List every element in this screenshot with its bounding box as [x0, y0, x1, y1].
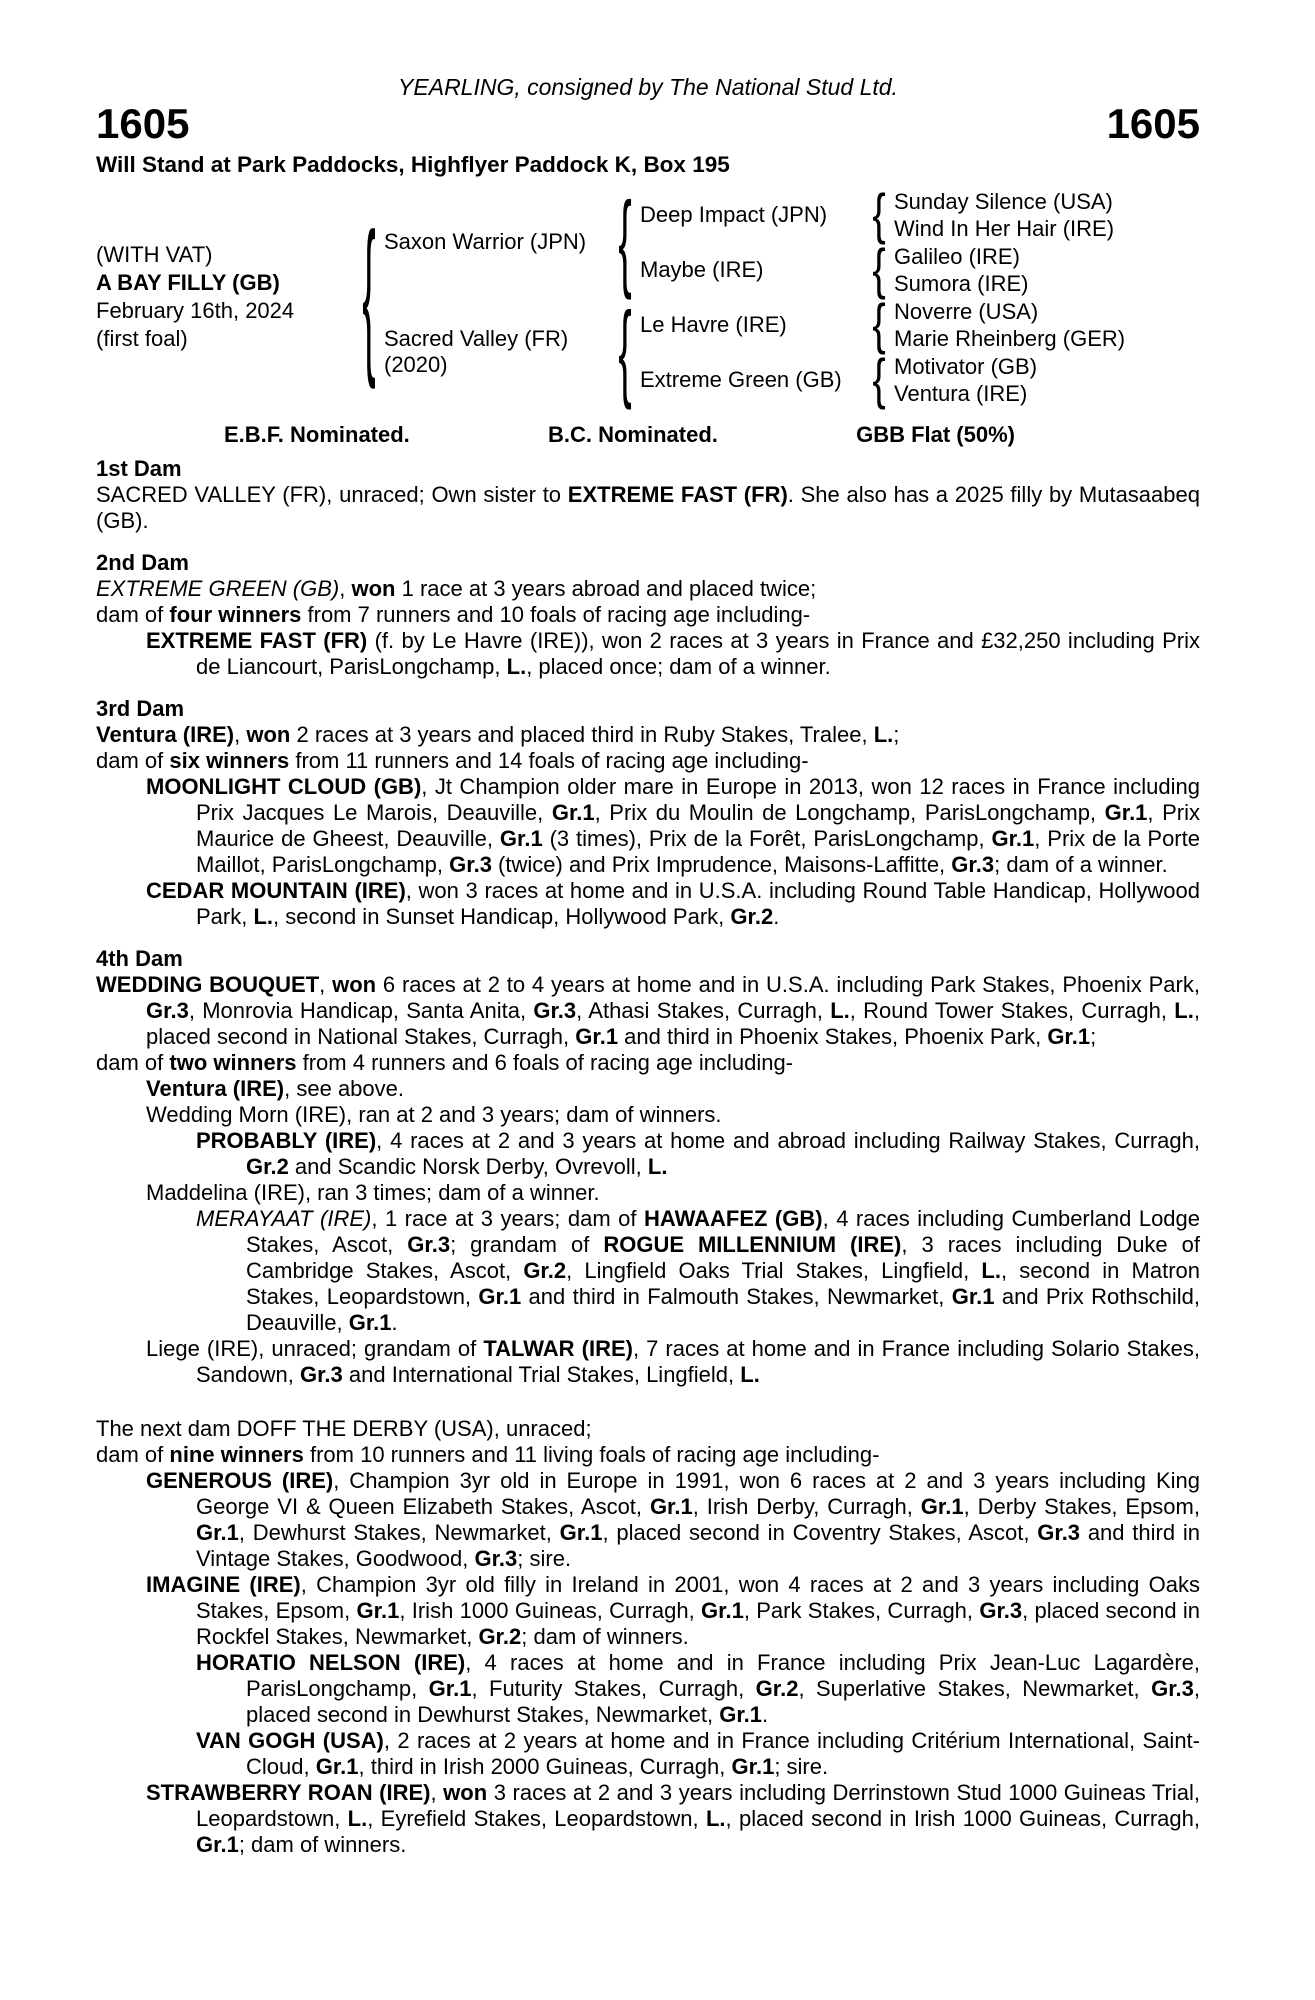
- lot-number-row: [96, 100, 1200, 148]
- text-run: Gr.1: [731, 1754, 775, 1779]
- text-run: GENEROUS (IRE): [146, 1468, 334, 1493]
- sire-branch: [384, 182, 1166, 302]
- dam-brace: [610, 292, 640, 412]
- text-run: .: [391, 1310, 398, 1335]
- dam-dam-sire-name: Motivator (GB): [894, 353, 1038, 379]
- text-run: , placed second in Coventry Stakes, Ascot,: [602, 1520, 1038, 1545]
- dam-heading: 2nd Dam: [96, 550, 189, 575]
- text-run: , Futurity Stakes, Curragh,: [471, 1676, 756, 1701]
- text-run: ;: [1090, 1024, 1097, 1049]
- text-run: IMAGINE (IRE): [146, 1572, 301, 1597]
- text-run: L.: [1174, 998, 1194, 1023]
- text-run: four winners: [169, 602, 302, 627]
- text-run: dam of: [96, 1442, 170, 1467]
- text-run: L.: [506, 654, 527, 679]
- sire-sire-branch: [640, 183, 1166, 246]
- text-run: two winners: [169, 1050, 297, 1075]
- text-run: (twice) and Prix Imprudence, Maisons-Laffitte,: [491, 852, 952, 877]
- dam-heading: 1st Dam: [96, 456, 182, 481]
- text-run: , Monrovia Handicap, Santa Anita,: [188, 998, 534, 1023]
- text-run: 3 races at 2 and 3 years including Derrinstown Stud 1000 Guineas Trial, Leopardstown,: [196, 1780, 1200, 1831]
- text-run: Gr.1: [701, 1598, 744, 1623]
- dam-dam-branch: [640, 348, 1166, 411]
- text-run: PROBABLY (IRE): [196, 1128, 377, 1153]
- pedigree-tree: [96, 182, 1200, 412]
- text-run: and third in Falmouth Stakes, Newmarket,: [521, 1284, 952, 1309]
- text-run: L.: [740, 1362, 760, 1387]
- text-run: 6 races at 2 to 4 years at home and in U.S.A. including Park Stakes, Phoenix Park,: [376, 972, 1200, 997]
- text-run: Gr.1: [951, 1284, 995, 1309]
- text-run: CEDAR MOUNTAIN (IRE): [146, 878, 406, 903]
- brace-glyph: {: [872, 348, 886, 411]
- text-run: , 1 race at 3 years; dam of: [371, 1206, 645, 1231]
- text-run: Maddelina (IRE), ran 3 times; dam of a winner.: [146, 1180, 600, 1205]
- sire-dam-sire-name: Galileo (IRE): [894, 243, 1020, 269]
- text-run: Gr.2: [478, 1624, 522, 1649]
- dam-year: (2020): [384, 352, 448, 377]
- text-run: , Prix Maurice de Gheest, Deauville,: [196, 800, 1200, 851]
- pedigree-paragraph: [96, 972, 1200, 1050]
- text-run: Gr.3: [449, 852, 492, 877]
- text-run: ,: [234, 722, 247, 747]
- great-grandparents: [894, 188, 1166, 242]
- text-run: Gr.3: [533, 998, 577, 1023]
- text-run: L.: [347, 1806, 368, 1831]
- lot-number-left: 1605: [96, 100, 190, 147]
- pedigree-paragraph: [96, 628, 1200, 680]
- text-run: VAN GOGH (USA): [196, 1728, 384, 1753]
- text-run: L.: [647, 1154, 668, 1179]
- text-run: ;: [893, 722, 900, 747]
- great-grandparents: [894, 243, 1166, 297]
- bc-nomination: B.C. Nominated.: [547, 422, 718, 447]
- text-run: SACRED VALLEY (FR), unraced; Own sister to: [96, 482, 568, 507]
- text-run: Gr.1: [196, 1520, 239, 1545]
- text-run: ; dam of winners.: [238, 1832, 407, 1857]
- pedigree-paragraph: [96, 1468, 1200, 1572]
- dam-dam-name: Extreme Green (GB): [640, 366, 842, 392]
- pedigree-paragraph: [96, 748, 1200, 774]
- text-run: dam of: [96, 748, 170, 773]
- text-run: , placed second in Irish 1000 Guineas, Curragh,: [725, 1806, 1200, 1831]
- text-run: , 2 races at 2 years at home and in France including Critérium International, Saint-Cloud,: [246, 1728, 1200, 1779]
- text-run: ; sire.: [774, 1754, 829, 1779]
- sire-sire-dam-name: Wind In Her Hair (IRE): [894, 215, 1115, 241]
- text-run: and third in Vintage Stakes, Goodwood,: [196, 1520, 1200, 1571]
- text-run: , Jt Champion older mare in Europe in 2013, won 12 races in France including Prix Jacques Le Marois, Deauville,: [196, 774, 1200, 825]
- dam-sire-brace: [864, 293, 894, 356]
- text-run: TALWAR (IRE): [483, 1336, 633, 1361]
- text-run: ; grandam of: [450, 1232, 604, 1257]
- sire-sire-sire-name: Sunday Silence (USA): [894, 188, 1113, 214]
- text-run: Gr.1: [551, 800, 595, 825]
- text-run: Gr.1: [920, 1494, 964, 1519]
- text-run: MOONLIGHT CLOUD (GB): [146, 774, 422, 799]
- text-run: ,: [339, 576, 352, 601]
- text-run: , Lingfield Oaks Trial Stakes, Lingfield,: [566, 1258, 982, 1283]
- text-run: WEDDING BOUQUET: [96, 972, 320, 997]
- pedigree-paragraph: [96, 1416, 1200, 1442]
- dam-sire-dam-name: Marie Rheinberg (GER): [894, 325, 1126, 351]
- section-gap: [96, 930, 1200, 946]
- text-run: EXTREME FAST (FR): [146, 628, 368, 653]
- text-run: ; dam of a winner.: [994, 852, 1168, 877]
- text-run: , Irish 1000 Guineas, Curragh,: [399, 1598, 702, 1623]
- text-run: , Round Tower Stakes, Curragh,: [849, 998, 1175, 1023]
- foal-note: (first foal): [96, 326, 188, 351]
- foal-dob: February 16th, 2024: [96, 298, 295, 323]
- text-run: L.: [981, 1258, 1001, 1283]
- text-run: ; sire.: [517, 1546, 572, 1571]
- sire-sire-brace: [864, 183, 894, 246]
- text-run: Gr.3: [1037, 1520, 1081, 1545]
- text-run: ROGUE MILLENNIUM (IRE): [603, 1232, 902, 1257]
- text-run: EXTREME GREEN (GB): [96, 576, 340, 601]
- brace-glyph: {: [618, 292, 632, 412]
- pedigree-paragraph: [96, 602, 1200, 628]
- pedigree-paragraph: [96, 1336, 1200, 1388]
- text-run: , 4 races at home and in France including Prix Jean-Luc Lagardère, ParisLongchamp,: [246, 1650, 1201, 1701]
- text-run: Gr.3: [951, 852, 995, 877]
- text-run: Gr.1: [559, 1520, 603, 1545]
- text-run: , placed second in Dewhurst Stakes, Newmarket,: [246, 1676, 1201, 1727]
- text-run: , 7 races at home and in France including Solario Stakes, Sandown,: [196, 1336, 1200, 1387]
- pedigree-paragraph: [96, 1180, 1200, 1206]
- text-run: Wedding Morn (IRE), ran at 2 and 3 years; dam of winners.: [146, 1102, 722, 1127]
- pedigree-paragraph: [96, 1442, 1200, 1468]
- text-run: STRAWBERRY ROAN (IRE): [146, 1780, 431, 1805]
- great-grandparents: [894, 298, 1166, 352]
- text-run: dam of: [96, 602, 170, 627]
- text-run: Gr.3: [1151, 1676, 1194, 1701]
- pedigree-paragraph: [96, 878, 1200, 930]
- text-run: and International Trial Stakes, Lingfield,: [342, 1362, 741, 1387]
- text-run: Gr.1: [348, 1310, 392, 1335]
- pedigree-paragraph: [96, 1206, 1200, 1336]
- text-run: Gr.2: [755, 1676, 799, 1701]
- pedigree-paragraph: [96, 576, 1200, 602]
- dam-sire-sire-name: Noverre (USA): [894, 298, 1039, 324]
- text-run: Gr.1: [478, 1284, 522, 1309]
- text-run: , Prix de la Porte Maillot, ParisLongchamp,: [196, 826, 1200, 877]
- pedigree-paragraph: [96, 1728, 1200, 1780]
- text-run: , placed once; dam of a winner.: [526, 654, 831, 679]
- text-run: from 7 runners and 10 foals of racing age including-: [301, 602, 811, 627]
- text-run: Gr.1: [649, 1494, 693, 1519]
- text-run: , Derby Stakes, Epsom,: [963, 1494, 1200, 1519]
- text-run: ,: [430, 1780, 444, 1805]
- text-run: won: [443, 1780, 488, 1805]
- sire-brace: [610, 182, 640, 302]
- sire-grandparents-column: [640, 183, 1166, 301]
- text-run: Gr.3: [474, 1546, 518, 1571]
- text-run: from 11 runners and 14 foals of racing age including-: [289, 748, 809, 773]
- text-run: . She also has a 2025 filly by Mutasaabeq (GB).: [96, 482, 1200, 533]
- section-gap: [96, 1388, 1200, 1416]
- text-run: , second in Sunset Handicap, Hollywood Park,: [273, 904, 731, 929]
- text-run: Gr.1: [315, 1754, 359, 1779]
- pedigree-paragraph: [96, 774, 1200, 878]
- main-brace: [354, 202, 384, 392]
- consignor-line: YEARLING, consigned by The National Stud Ltd.: [398, 74, 898, 100]
- text-run: Ventura (IRE): [96, 722, 235, 747]
- text-run: L.: [253, 904, 274, 929]
- text-run: from 10 runners and 11 living foals of racing age including-: [303, 1442, 880, 1467]
- text-run: , second in Matron Stakes, Leopardstown,: [246, 1258, 1201, 1309]
- text-run: Gr.1: [1047, 1024, 1091, 1049]
- text-run: won: [351, 576, 396, 601]
- stand-location: Will Stand at Park Paddocks, Highflyer Paddock K, Box 195: [96, 152, 730, 177]
- text-run: , see above.: [284, 1076, 405, 1101]
- dam-heading: 3rd Dam: [96, 696, 185, 721]
- text-run: , Athasi Stakes, Curragh,: [576, 998, 831, 1023]
- text-run: Gr.3: [407, 1232, 451, 1257]
- foal-vat-note: (WITH VAT): [96, 242, 213, 267]
- text-run: The next dam DOFF THE DERBY (USA), unraced;: [96, 1416, 592, 1441]
- text-run: , Champion 3yr old filly in Ireland in 2001, won 4 races at 2 and 3 years including Oaks Stakes, Epsom,: [196, 1572, 1200, 1623]
- dam-dam-brace: [864, 348, 894, 411]
- ebf-nomination: E.B.F. Nominated.: [224, 422, 410, 447]
- text-run: Gr.1: [719, 1702, 763, 1727]
- dam-branch: [384, 292, 1166, 412]
- pedigree-paragraph: [96, 1780, 1200, 1858]
- text-run: Gr.1: [196, 1832, 239, 1857]
- pedigree-paragraph: [96, 1128, 1200, 1180]
- sire-sire-name: Deep Impact (JPN): [640, 201, 828, 227]
- text-run: HORATIO NELSON (IRE): [196, 1650, 466, 1675]
- text-run: HAWAAFEZ (GB): [644, 1206, 823, 1231]
- text-run: Gr.2: [523, 1258, 567, 1283]
- text-run: Gr.1: [428, 1676, 472, 1701]
- sire-dam-brace: [864, 238, 894, 301]
- text-run: Gr.1: [575, 1024, 619, 1049]
- text-run: ,: [319, 972, 333, 997]
- text-run: nine winners: [169, 1442, 304, 1467]
- nominations-row: [224, 422, 1015, 448]
- dam-dam-dam-name: Ventura (IRE): [894, 380, 1028, 406]
- text-run: Gr.2: [246, 1154, 289, 1179]
- brace-glyph: {: [872, 238, 886, 301]
- text-run: .: [762, 1702, 769, 1727]
- text-run: Gr.3: [146, 998, 189, 1023]
- dam-name-block: [384, 326, 610, 378]
- text-run: (3 times), Prix de la Forêt, ParisLongchamp,: [542, 826, 992, 851]
- text-run: and third in Phoenix Stakes, Phoenix Park,: [618, 1024, 1048, 1049]
- text-run: L.: [830, 998, 850, 1023]
- dam-sire-name: Le Havre (IRE): [640, 311, 787, 337]
- text-run: six winners: [169, 748, 290, 773]
- text-run: won: [332, 972, 377, 997]
- text-run: Gr.1: [991, 826, 1035, 851]
- pedigree-paragraph: [96, 482, 1200, 534]
- text-run: Gr.1: [356, 1598, 400, 1623]
- text-run: from 4 runners and 6 foals of racing age including-: [296, 1050, 794, 1075]
- sire-dam-dam-name: Sumora (IRE): [894, 270, 1029, 296]
- text-run: , placed second in National Stakes, Curragh,: [146, 998, 1200, 1049]
- text-run: Liege (IRE), unraced; grandam of: [146, 1336, 484, 1361]
- text-run: , Prix du Moulin de Longchamp, ParisLongchamp,: [594, 800, 1105, 825]
- text-run: (f. by Le Havre (IRE)), won 2 races at 3 years in France and £32,250 including Prix de Liancourt, ParisLongchamp,: [196, 628, 1201, 679]
- foal-name: A BAY FILLY (GB): [96, 270, 280, 295]
- text-run: Gr.1: [499, 826, 543, 851]
- dam-heading: 4th Dam: [96, 946, 183, 971]
- text-run: .: [773, 904, 780, 929]
- pedigree-paragraph: [96, 1076, 1200, 1102]
- text-run: and Prix Rothschild, Deauville,: [246, 1284, 1200, 1335]
- brace-glyph: {: [872, 293, 886, 356]
- dam-grandparents-column: [640, 293, 1166, 411]
- text-run: won: [246, 722, 291, 747]
- parents-column: [384, 182, 1166, 412]
- section-gap: [96, 680, 1200, 696]
- text-run: L.: [705, 1806, 726, 1831]
- dam-name: Sacred Valley (FR): [384, 326, 569, 351]
- text-run: , Champion 3yr old in Europe in 1991, won 6 races at 2 and 3 years including King George VI & Queen Elizabeth Stakes, Ascot,: [196, 1468, 1200, 1519]
- text-run: dam of: [96, 1050, 170, 1075]
- text-run: , placed second in Rockfel Stakes, Newmarket,: [196, 1598, 1201, 1649]
- brace-glyph: {: [618, 182, 632, 302]
- text-run: Gr.3: [979, 1598, 1023, 1623]
- text-run: Ventura (IRE): [146, 1076, 285, 1101]
- text-run: , Irish Derby, Curragh,: [692, 1494, 921, 1519]
- text-run: , Dewhurst Stakes, Newmarket,: [238, 1520, 560, 1545]
- text-run: , Superlative Stakes, Newmarket,: [798, 1676, 1152, 1701]
- brace-glyph: {: [872, 183, 886, 246]
- text-run: , third in Irish 2000 Guineas, Curragh,: [358, 1754, 732, 1779]
- lot-number-right: 1605: [1106, 100, 1200, 147]
- text-run: 1 race at 3 years abroad and placed twice;: [395, 576, 817, 601]
- text-run: , Eyrefield Stakes, Leopardstown,: [367, 1806, 706, 1831]
- text-run: Gr.2: [730, 904, 774, 929]
- pedigree-paragraph: [96, 1572, 1200, 1650]
- pedigree-paragraph: [96, 1102, 1200, 1128]
- section-gap: [96, 534, 1200, 550]
- text-run: , 4 races at 2 and 3 years at home and abroad including Railway Stakes, Curragh,: [376, 1128, 1200, 1153]
- text-run: and Scandic Norsk Derby, Ovrevoll,: [288, 1154, 648, 1179]
- pedigree-paragraph: [96, 1650, 1200, 1728]
- great-grandparents: [894, 353, 1166, 407]
- text-run: , Park Stakes, Curragh,: [743, 1598, 980, 1623]
- brace-glyph: {: [362, 202, 376, 392]
- sire-dam-branch: [640, 238, 1166, 301]
- text-run: Gr.3: [299, 1362, 343, 1387]
- text-run: , won 3 races at home and in U.S.A. including Round Table Handicap, Hollywood Park,: [196, 878, 1201, 929]
- text-run: Gr.1: [1104, 800, 1148, 825]
- text-run: MERAYAAT (IRE): [196, 1206, 372, 1231]
- gbb-flat-badge: GBB Flat (50%): [856, 422, 1015, 447]
- sire-name: Saxon Warrior (JPN): [384, 229, 587, 254]
- text-run: , 3 races including Duke of Cambridge Stakes, Ascot,: [246, 1232, 1200, 1283]
- sire-dam-name: Maybe (IRE): [640, 256, 764, 282]
- text-run: , 4 races including Cumberland Lodge Stakes, Ascot,: [246, 1206, 1201, 1257]
- text-run: EXTREME FAST (FR): [567, 482, 788, 507]
- text-run: ; dam of winners.: [521, 1624, 689, 1649]
- pedigree-paragraph: [96, 722, 1200, 748]
- dam-sire-branch: [640, 293, 1166, 356]
- foal-info: [96, 241, 354, 353]
- text-run: 2 races at 3 years and placed third in Ruby Stakes, Tralee,: [290, 722, 874, 747]
- text-run: L.: [873, 722, 894, 747]
- catalog-body: [96, 456, 1200, 1858]
- pedigree-paragraph: [96, 1050, 1200, 1076]
